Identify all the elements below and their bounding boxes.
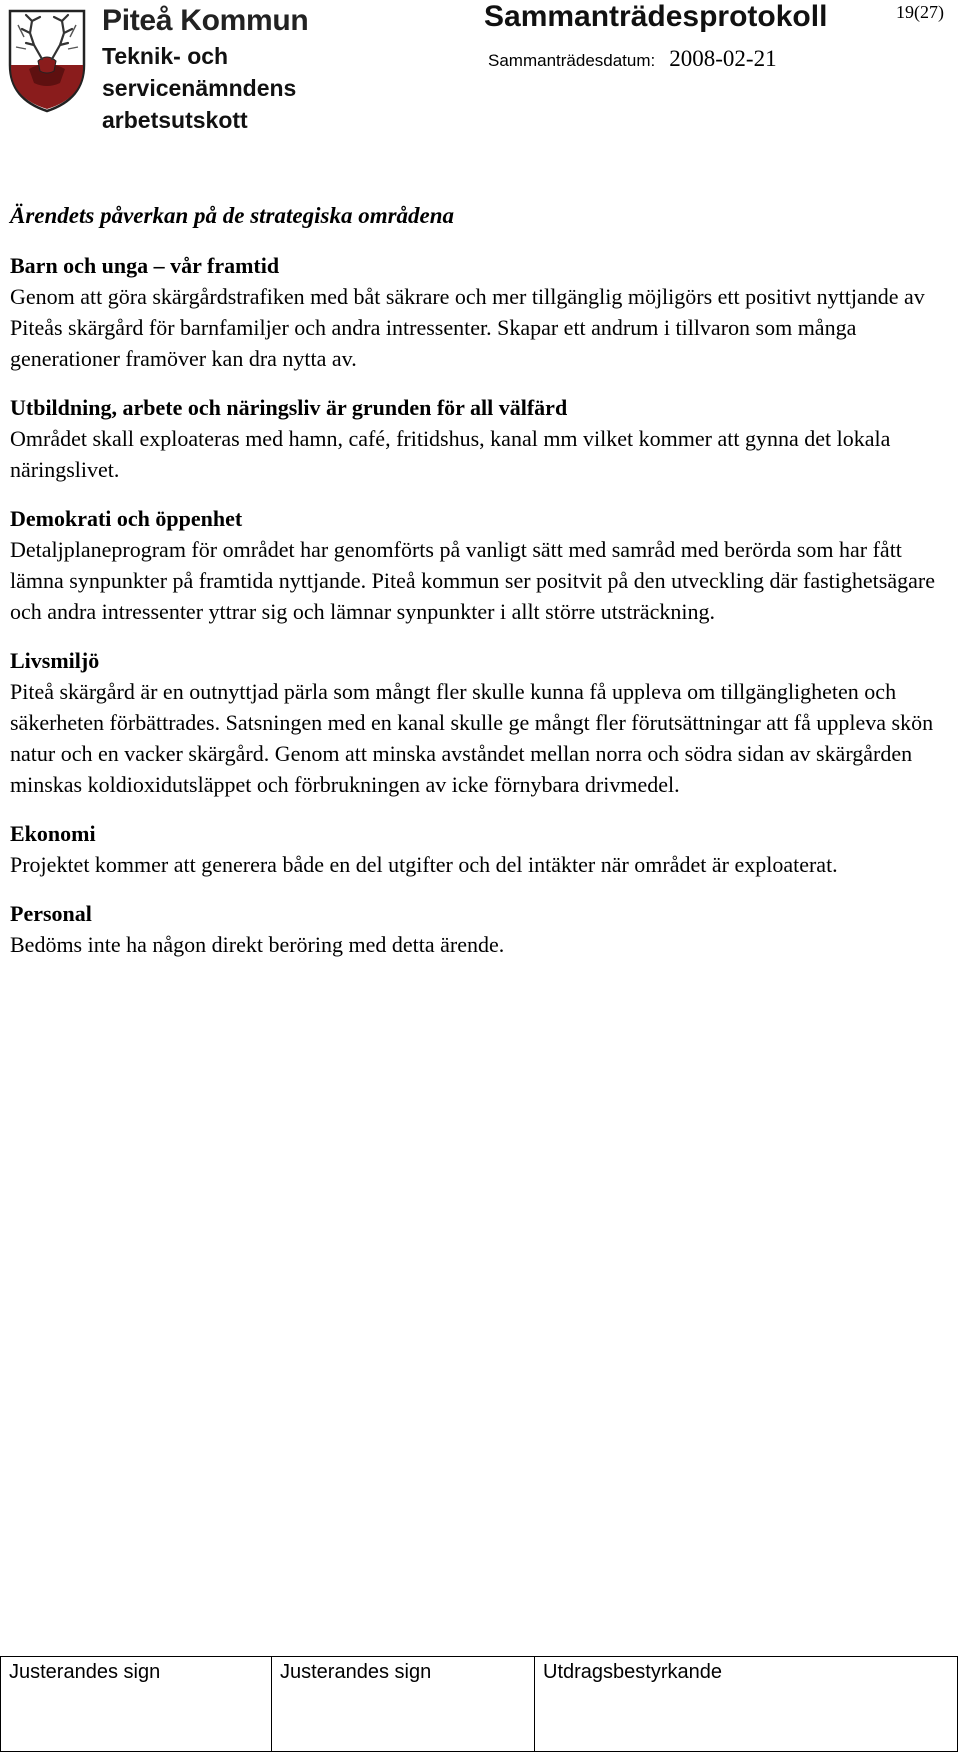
meeting-date-row: [488, 46, 777, 72]
signature-row: [1, 1657, 958, 1752]
section-utbildning: [10, 392, 940, 485]
section-heading: Livsmiljö: [10, 648, 100, 673]
section-body: Detaljplaneprogram för området har genomförts på vanligt sätt med samråd med berörda som har fått lämna synpunkter på framtida nyttjande. Piteå kommun ser positvit på den utveckling där fastighetsägare och andra intressenter yttrar sig och lämnar synpunkter i allt större utsträckning.: [10, 537, 935, 624]
section-ekonomi: [10, 818, 940, 880]
document-body: [10, 202, 940, 978]
section-body: Projektet kommer att generera både en del utgifter och del intäkter när området är exploaterat.: [10, 852, 838, 877]
section-heading: Demokrati och öppenhet: [10, 506, 243, 531]
committee-line: servicenämndens: [102, 75, 297, 101]
section-heading: Barn och unga – vår framtid: [10, 253, 280, 278]
pitea-coat-of-arms-logo: [4, 3, 90, 113]
section-heading: Ekonomi: [10, 821, 96, 846]
meeting-date-value: 2008-02-21: [669, 46, 777, 71]
section-body: Området skall exploateras med hamn, café, fritidshus, kanal mm vilket kommer att gynna det lokala näringslivet.: [10, 426, 891, 482]
section-body: Genom att göra skärgårdstrafiken med båt säkrare och mer tillgänglig möjligörs ett positivt nyttjande av Piteås skärgård för barnfamiljer och andra intressenter. Skapar ett andrum i tillvaron som många generationer framöver kan dra nytta av.: [10, 284, 925, 371]
signature-cell-justerande-2: Justerandes sign: [272, 1657, 535, 1752]
main-heading: Ärendets påverkan på de strategiska områdena: [10, 203, 455, 228]
section-heading: Personal: [10, 901, 92, 926]
organization-name: Piteå Kommun: [102, 4, 309, 37]
signature-cell-justerande-1: Justerandes sign: [1, 1657, 272, 1752]
page-number: 19(27): [896, 2, 944, 22]
committee-line: Teknik- och: [102, 43, 229, 69]
document-header: [0, 0, 960, 133]
signature-table: [0, 1656, 958, 1752]
signature-cell-utdragsbestyrkande: Utdragsbestyrkande: [535, 1657, 958, 1752]
section-demokrati: [10, 503, 940, 627]
meeting-date-label: Sammanträdesdatum:: [488, 51, 656, 70]
section-barn-och-unga: [10, 250, 940, 374]
section-heading: Utbildning, arbete och näringsliv är grunden för all välfärd: [10, 395, 568, 420]
section-body: Piteå skärgård är en outnyttjad pärla som mångt fler skulle kunna få uppleva om tillgängligheten och säkerheten förbättrades. Satsningen med en kanal skulle ge mångt fler förutsättningar att få uppleva skön natur och en vacker skärgård. Genom att minska avståndet mellan norra och södra sidan av skärgården minskas koldioxidutsläppet och förbrukningen av icke förnybara drivmedel.: [10, 679, 934, 797]
committee-name: [102, 40, 296, 136]
committee-line: arbetsutskott: [102, 107, 248, 133]
section-personal: [10, 898, 940, 960]
document-title: Sammanträdesprotokoll: [484, 0, 828, 33]
section-body: Bedöms inte ha någon direkt beröring med detta ärende.: [10, 932, 505, 957]
section-livsmiljo: [10, 645, 940, 800]
